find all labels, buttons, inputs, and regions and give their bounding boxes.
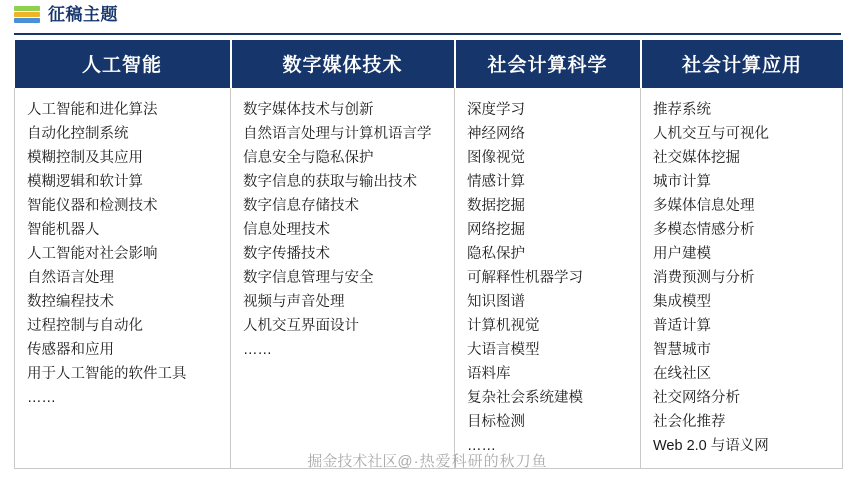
list-item: 人机交互与可视化 [653, 126, 769, 142]
list-item: 多模态情感分析 [653, 222, 755, 238]
list-item: 推荐系统 [653, 102, 711, 118]
list-item: 深度学习 [467, 102, 525, 118]
list-item: 人工智能对社会影响 [27, 246, 158, 262]
topics-table [14, 40, 843, 469]
list-item: 图像视觉 [467, 150, 525, 166]
list-item: 用户建模 [653, 246, 711, 262]
list-item: 城市计算 [653, 174, 711, 190]
list-item: 数据挖掘 [467, 198, 525, 214]
list-item: 消费预测与分析 [653, 270, 755, 286]
list-item: 数字信息的获取与输出技术 [243, 174, 417, 190]
column-cell-social-computing-science [455, 88, 641, 469]
list-item: 复杂社会系统建模 [467, 390, 583, 406]
column-header-social-computing-application: 社会计算应用 [641, 40, 843, 88]
topic-list-ai [27, 98, 222, 410]
list-item: 社交媒体挖掘 [653, 150, 740, 166]
table-header-row [15, 40, 843, 88]
topic-list-digital-media [243, 98, 446, 362]
list-item: …… [467, 438, 496, 454]
list-item: 网络挖掘 [467, 222, 525, 238]
header-divider [14, 33, 841, 35]
list-item: 计算机视觉 [467, 318, 540, 334]
list-item: 数控编程技术 [27, 294, 114, 310]
list-item: 智能仪器和检测技术 [27, 198, 158, 214]
list-item: 知识图谱 [467, 294, 525, 310]
list-item: 情感计算 [467, 174, 525, 190]
list-item: 自动化控制系统 [27, 126, 129, 142]
watermark-site: 掘金技术社区 [307, 453, 398, 470]
list-item: 传感器和应用 [27, 342, 114, 358]
topic-list-social-computing-science [467, 98, 632, 458]
list-item: 集成模型 [653, 294, 711, 310]
list-item: 模糊逻辑和软计算 [27, 174, 143, 190]
list-item: 社会化推荐 [653, 414, 726, 430]
column-header-social-computing-science: 社会计算科学 [455, 40, 641, 88]
books-icon [14, 5, 40, 25]
list-item: 在线社区 [653, 366, 711, 382]
column-cell-digital-media [231, 88, 455, 469]
list-item: 隐私保护 [467, 246, 525, 262]
list-item: 数字信息存储技术 [243, 198, 359, 214]
list-item: 信息处理技术 [243, 222, 330, 238]
topic-list-social-computing-application [653, 98, 834, 458]
list-item: 过程控制与自动化 [27, 318, 143, 334]
list-item: Web 2.0 与语义网 [653, 438, 769, 454]
page-title: 征稿主题 [48, 5, 118, 24]
column-cell-social-computing-application [641, 88, 843, 469]
list-item: 数字信息管理与安全 [243, 270, 374, 286]
list-item: 人机交互界面设计 [243, 318, 359, 334]
list-item: 自然语言处理 [27, 270, 114, 286]
list-item: 数字传播技术 [243, 246, 330, 262]
list-item: 智能机器人 [27, 222, 100, 238]
list-item: 数字媒体技术与创新 [243, 102, 374, 118]
list-item: …… [27, 390, 56, 406]
column-header-ai: 人工智能 [15, 40, 231, 88]
list-item: 目标检测 [467, 414, 525, 430]
list-item: 普适计算 [653, 318, 711, 334]
list-item: 神经网络 [467, 126, 525, 142]
list-item: 社交网络分析 [653, 390, 740, 406]
watermark-author: @·热爱科研的秋刀鱼 [397, 453, 548, 470]
list-item: 视频与声音处理 [243, 294, 345, 310]
list-item: …… [243, 342, 272, 358]
list-item: 可解释性机器学习 [467, 270, 583, 286]
column-header-digital-media: 数字媒体技术 [231, 40, 455, 88]
list-item: 语料库 [467, 366, 511, 382]
list-item: 自然语言处理与计算机语言学 [243, 126, 432, 142]
list-item: 用于人工智能的软件工具 [27, 366, 187, 382]
list-item: 大语言模型 [467, 342, 540, 358]
page-header [0, 0, 855, 28]
list-item: 信息安全与隐私保护 [243, 150, 374, 166]
table-row [15, 88, 843, 469]
list-item: 智慧城市 [653, 342, 711, 358]
list-item: 多媒体信息处理 [653, 198, 755, 214]
list-item: 人工智能和进化算法 [27, 102, 158, 118]
list-item: 模糊控制及其应用 [27, 150, 143, 166]
topics-table-container [14, 40, 843, 481]
column-cell-ai [15, 88, 231, 469]
